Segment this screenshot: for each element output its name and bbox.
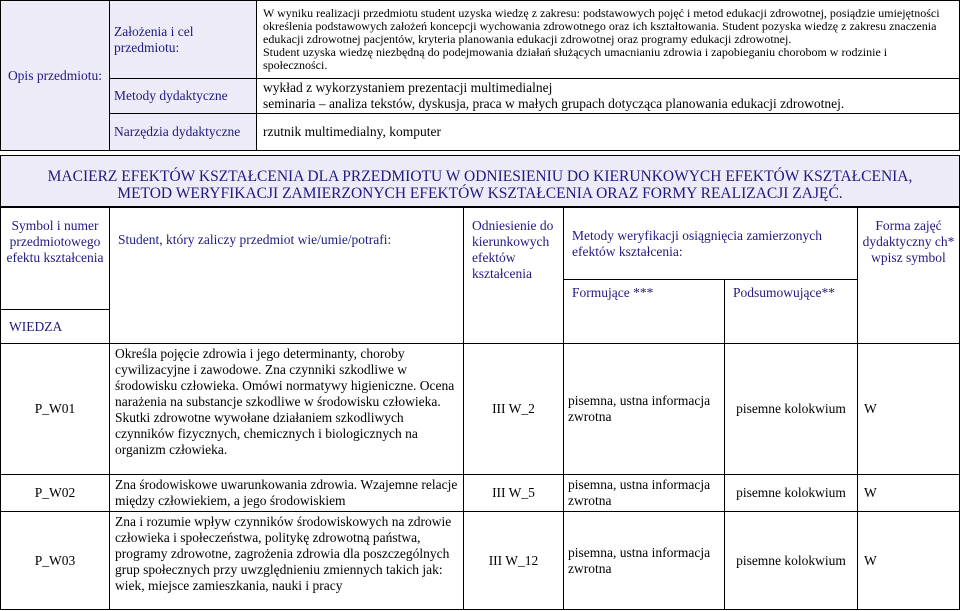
header-formative: Formujące *** (564, 280, 725, 344)
cel-label: Założenia i cel przedmiotu: (110, 1, 257, 79)
row-formative: pisemna, ustna informacja zwrotna (564, 512, 725, 610)
row-description: Zna i rozumie wpływ czynników środowiskowych na zdrowie człowieka i społeczeństwa, politykę zdrowotną państwa, programy zdrowotne, zagrożenia zdrowia dla poszczególnych grup społecznych przy uwzględnieniu zmiennych takich jak: wiek, miejsce zamieszkania, nauki i pracy (110, 512, 464, 610)
row-reference: III W_12 (464, 512, 564, 610)
category-wiedza: WIEDZA (1, 310, 110, 344)
metody-label: Metody dydaktyczne (110, 79, 257, 114)
header-summative: Podsumowujące** (725, 280, 858, 344)
table-row (1, 344, 960, 475)
cel-paragraph-1: W wyniku realizacji przedmiotu student uzyska wiedzę z zakresu: podstawowych pojęć i metod edukacji zdrowotnej, posiądzie umiejętności określenia podstawowych założeń koncepcji wychowania zdrowotnego oraz ich kształtowania. Student pozyska wiedzę z zakresu znaczenia edukacji zdrowotnej pacjentów, kryteria planowania edukacji zdrowotnej oraz programy edukacji zdrowotnej. (263, 6, 940, 46)
row-description: Zna środowiskowe uwarunkowania zdrowia. Wzajemne relacje między człowiekiem, a jego środowiskiem (110, 475, 464, 512)
metody-value (257, 79, 960, 114)
row-form: W (858, 512, 960, 610)
table-row (1, 475, 960, 512)
metody-paragraph-1: wykład z wykorzystaniem prezentacji multimedialnej (263, 80, 553, 95)
row-summative: pisemne kolokwium (725, 344, 858, 475)
row-reference: III W_5 (464, 475, 564, 512)
narzedzia-label: Narzędzia dydaktyczne (110, 114, 257, 151)
learning-outcomes-matrix (0, 207, 960, 610)
metody-paragraph-2: seminaria – analiza tekstów, dyskusja, praca w małych grupach dotycząca planowania edukacji zdrowotnej. (263, 96, 845, 111)
course-description-table (0, 0, 960, 151)
row-form: W (858, 344, 960, 475)
row-symbol: P_W02 (1, 475, 110, 512)
row-description: Określa pojęcie zdrowia i jego determinanty, choroby cywilizacyjne i zawodowe. Zna czynniki szkodliwe w środowisku człowieka. Omówi normatywy higieniczne. Ocena narażenia na substancje szkodliwe w środowisku człowieka. Skutki zdrowotne wywołane działaniem szkodliwych czynników fizycznych, chemicznych i biologicznych na organizm człowieka. (110, 344, 464, 475)
row-form: W (858, 475, 960, 512)
row-formative: pisemna, ustna informacja zwrotna (564, 344, 725, 475)
narzedzia-value (257, 114, 960, 151)
header-form: Forma zajęć dydaktyczny ch* wpisz symbol (858, 208, 960, 344)
row-formative: pisemna, ustna informacja zwrotna (564, 475, 725, 512)
header-methods: Metody weryfikacji osiągnięcia zamierzonych efektów kształcenia: (564, 208, 858, 280)
row-reference: III W_2 (464, 344, 564, 475)
row-summative: pisemne kolokwium (725, 475, 858, 512)
header-student: Student, który zaliczy przedmiot wie/umie/potrafi: (110, 208, 464, 344)
row-symbol: P_W01 (1, 344, 110, 475)
header-reference: Odniesienie do kierunkowych efektów kształcenia (464, 208, 564, 344)
matrix-heading-line-2: METOD WERYFIKACJI ZAMIERZONYCH EFEKTÓW KSZTAŁCENIA ORAZ FORMY REALIZACJI ZAJĘĆ. (117, 185, 843, 202)
row-symbol: P_W03 (1, 512, 110, 610)
row-summative: pisemne kolokwium (725, 512, 858, 610)
opis-przedmiotu-label: Opis przedmiotu: (1, 1, 110, 151)
cel-value (257, 1, 960, 79)
matrix-heading-line-1: MACIERZ EFEKTÓW KSZTAŁCENIA DLA PRZEDMIOTU W ODNIESIENIU DO KIERUNKOWYCH EFEKTÓW KSZTAŁCENIA, (47, 168, 913, 185)
header-symbol: Symbol i numer przedmiotowego efektu kształcenia (1, 208, 110, 310)
cel-paragraph-2: Student uzyska wiedzę niezbędną do podejmowania działań służących umacnianiu zdrowia i zapobieganiu chorobom w rodzinie i społeczności. (263, 45, 888, 72)
table-row (1, 512, 960, 610)
matrix-heading (0, 155, 960, 207)
narzedzia-paragraph-1: rzutnik multimedialny, komputer (263, 124, 441, 139)
